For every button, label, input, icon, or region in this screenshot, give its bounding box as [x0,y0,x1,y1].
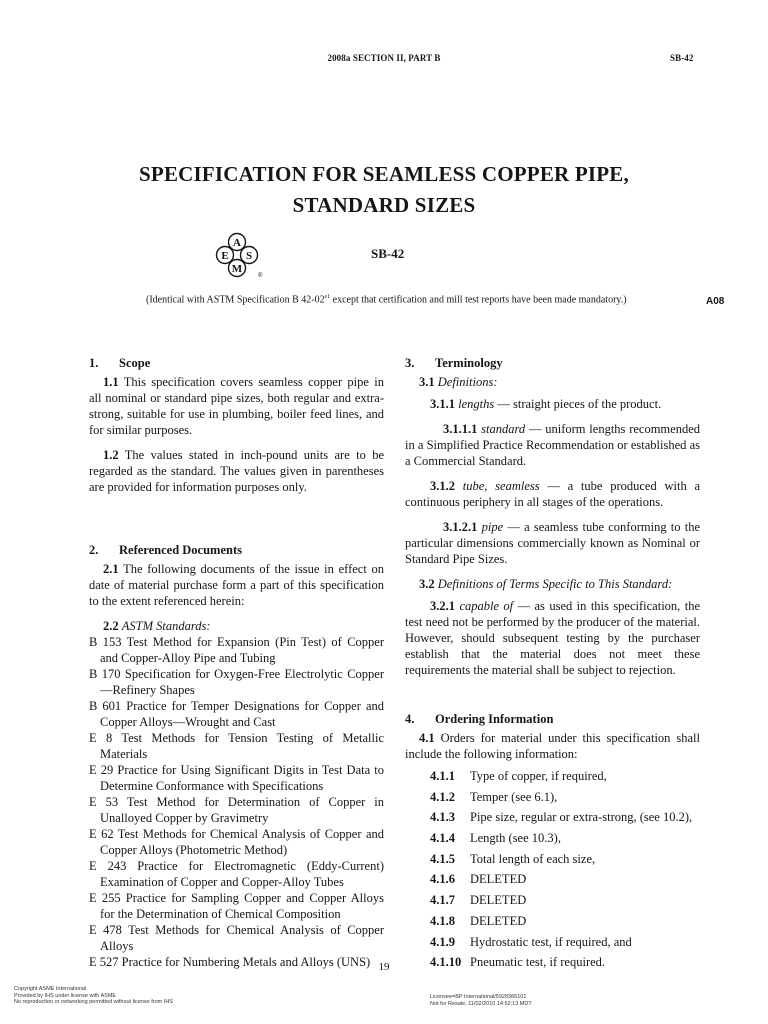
section-2-heading: 2. Referenced Documents [89,543,242,557]
para-3-2-1: 3.2.1 capable of — as used in this specification, the test need not be performed by the producer of the material. However, should subsequent testing by the purchaser establish that the material does not meet these requirements the material shall be subject to rejection. [405,599,700,677]
running-header-designation: SB-42 [670,53,694,63]
footer-right-line: Licensee=BP International/5928366101 [430,994,527,1000]
ref-e53: E 53 Test Method for Determination of Copper in Unalloyed Copper by Gravimetry [89,795,384,825]
ref-b601: B 601 Practice for Temper Designations for Copper and Copper Alloys—Wrought and Cast [89,699,384,729]
para-3-1-2: 3.1.2 tube, seamless — a tube produced with a continuous periphery in all stages of the operations. [405,479,700,509]
ref-e8: E 8 Test Methods for Tension Testing of Metallic Materials [89,731,384,761]
section-3-heading: 3. Terminology [405,356,503,370]
section-4-heading: 4. Ordering Information [405,712,554,726]
para-1-2: 1.2 The values stated in inch-pound units are to be regarded as the standard. The values given in parentheses are provided for information purposes only. [89,448,384,494]
para-4-1: 4.1 Orders for material under this specification shall include the following information: [405,731,701,761]
identical-note-superscript: ε1 [324,294,331,300]
document-title-line2: STANDARD SIZES [292,193,476,217]
identical-note-text: (Identical with ASTM Specification B 42-02 [146,294,325,306]
section-1-heading: 1. Scope [89,356,151,370]
ref-e527: E 527 Practice for Numbering Metals and Alloys (UNS) [89,955,371,969]
ref-e29: E 29 Practice for Using Significant Digits in Test Data to Determine Conformance with Specifications [89,763,384,793]
ref-b153: B 153 Test Method for Expansion (Pin Test) of Copper and Copper-Alloy Pipe and Tubing [89,635,384,665]
order-item: 4.1.4 Length (see 10.3), [430,831,561,846]
para-3-2: 3.2 Definitions of Terms Specific to This Standard: [419,577,673,591]
para-3-1-1-1: 3.1.1.1 standard — uniform lengths recommended in a Simplified Practice Recommendation or established as a Commercial Standard. [405,422,701,468]
document-title-line1: SPECIFICATION FOR SEAMLESS COPPER PIPE, [139,162,629,186]
para-3-1: 3.1 Definitions: [419,375,498,389]
para-1-1: 1.1 This specification covers seamless copper pipe in all nominal or standard pipe sizes, both regular and extra-strong, suitable for use in plumbing, boiler feed lines, and for similar purposes. [89,375,384,437]
order-item: 4.1.3 Pipe size, regular or extra-strong, (see 10.2), [430,810,693,825]
order-item: 4.1.2 Temper (see 6.1), [430,789,558,804]
logo-letter-a: A [233,237,241,249]
running-header-title: 2008a SECTION II, PART B [327,53,441,63]
left-column [89,352,384,970]
order-item: 4.1.10 Pneumatic test, if required. [430,955,606,970]
asme-logo-icon [206,232,268,282]
order-item: 4.1.5 Total length of each size, [430,851,596,866]
page-number: 19 [378,961,390,973]
order-item: 4.1.6 DELETED [430,872,527,887]
identical-note-rest: except that certification and mill test reports have been made mandatory.) [330,294,627,306]
para-2-1: 2.1 The following documents of the issue in effect on date of material purchase form a part of this specification to the extent referenced herein: [89,562,385,608]
revision-mark: A08 [706,296,725,307]
para-2-2: 2.2 ASTM Standards: [103,619,211,633]
logo-letter-s: S [245,250,253,262]
ref-e478: E 478 Test Methods for Chemical Analysis of Copper Alloys [89,923,384,953]
logo-registered-mark: ® [258,273,263,279]
footer-left-line: No reproduction or networking permitted without license from IHS [14,999,173,1005]
order-item: 4.1.9 Hydrostatic test, if required, and [430,934,632,949]
ref-b170: B 170 Specification for Oxygen-Free Electrolytic Copper—Refinery Shapes [89,667,384,697]
ref-e62: E 62 Test Methods for Chemical Analysis of Copper and Copper Alloys (Photometric Method) [89,827,384,857]
logo-letter-e: E [221,250,229,262]
para-3-1-1: 3.1.1 lengths — straight pieces of the product. [430,397,662,411]
footer-left-line: Copyright ASME International [14,986,87,992]
para-3-1-2-1: 3.1.2.1 pipe — a seamless tube conforming to the particular dimensions commercially known as Nominal or Standard Pipe Sizes. [405,520,701,566]
footer-license [430,994,532,1007]
identical-note [146,294,627,305]
order-item: 4.1.1 Type of copper, if required, [430,769,607,783]
ref-e255: E 255 Practice for Sampling Copper and Copper Alloys for the Determination of Chemical Composition [89,891,384,921]
right-column [405,352,700,975]
order-item: 4.1.8 DELETED [430,913,527,928]
footer-copyright [14,986,173,1006]
designation: SB-42 [371,246,405,261]
ref-e243: E 243 Practice for Electromagnetic (Eddy-Current) Examination of Copper and Copper-Alloy Tubes [89,859,384,889]
footer-right-line: Not for Resale, 11/02/2010 14:52:13 MDT [430,1000,532,1007]
footer-left-line: Provided by IHS under license with ASME [14,992,117,999]
order-item: 4.1.7 DELETED [430,893,527,908]
logo-letter-m: M [231,263,243,275]
